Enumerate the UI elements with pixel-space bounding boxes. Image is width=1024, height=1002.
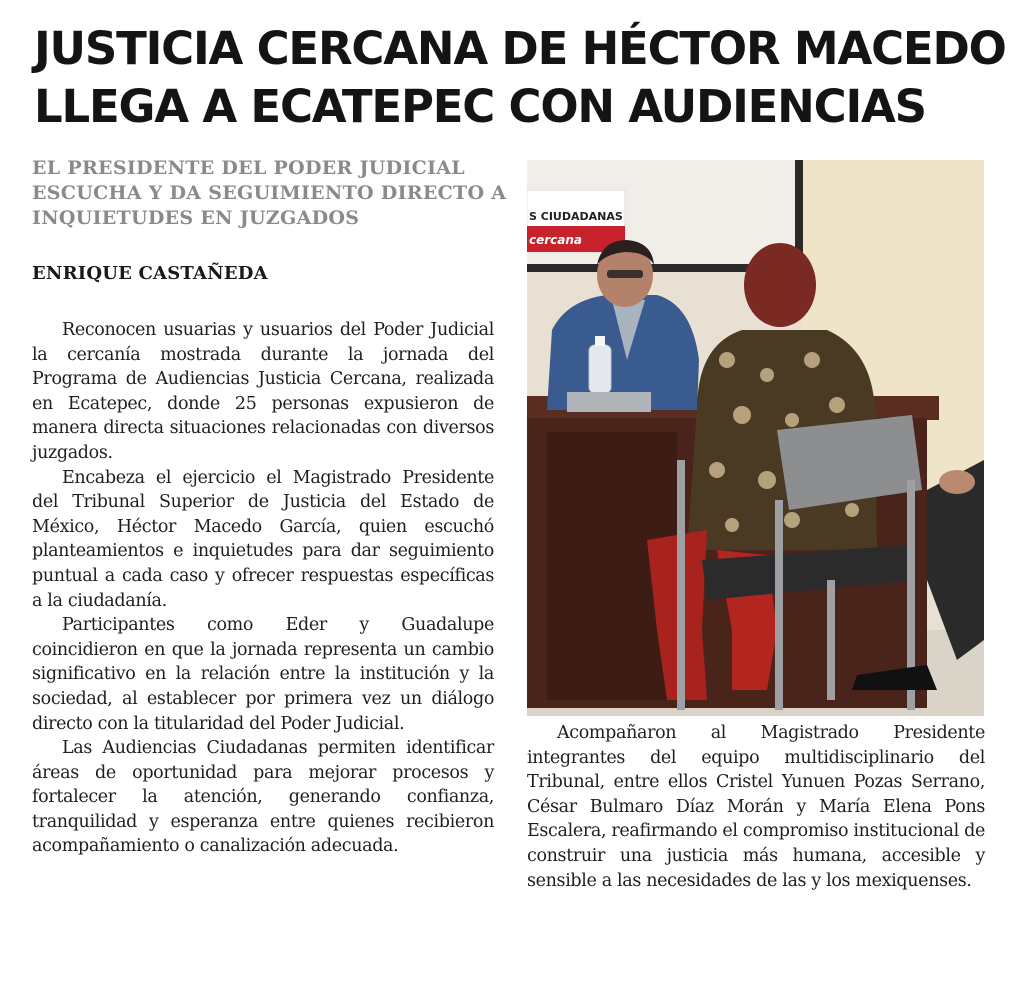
- paragraph: Acompañaron al Magistrado Presidente integrantes del equipo multidisciplinario del Tribunal, entre ellos Cristel Yunuen Pozas Serrano, César Bulmaro Díaz Morán y María Elena Pons Escalera, reafirmando el compromiso institucional de construir una justicia más humana, accesible y sensible a las necesidades de las y los mexiquenses.: [527, 723, 985, 891]
- kicker-line-3: INQUIETUDES EN JUZGADOS: [32, 207, 360, 229]
- headline-line-1: JUSTICIA CERCANA DE HÉCTOR MACEDO: [34, 22, 1006, 75]
- banner-text: cercana: [529, 233, 583, 247]
- paragraph: Encabeza el ejercicio el Magistrado Presidente del Tribunal Superior de Justicia del Estado de México, Héctor Macedo García, quien escuchó planteamientos e inquietudes para dar seguimiento puntual a cada caso y ofrecer respuestas específicas a la ciudadanía.: [32, 467, 494, 611]
- article-photo: [527, 160, 984, 716]
- paragraph: Reconocen usuarias y usuarios del Poder Judicial la cercanía mostrada durante la jornada del Programa de Audiencias Justicia Cercana, realizada en Ecatepec, donde 25 personas expusieron de manera directa situaciones relacionadas con diversos juzgados.: [32, 320, 494, 463]
- headline: [34, 20, 1004, 136]
- banner-text: S CIUDADANAS: [529, 210, 623, 223]
- kicker-line-2: ESCUCHA Y DA SEGUIMIENTO DIRECTO A: [32, 182, 507, 204]
- paragraph: Participantes como Eder y Guadalupe coincidieron en que la jornada representa un cambio significativo en la relación entre la institución y la sociedad, al establecer por primera vez un diálogo directo con la titularidad del Poder Judicial.: [32, 615, 494, 734]
- body-column-left: [32, 318, 494, 859]
- byline: ENRIQUE CASTAÑEDA: [32, 263, 268, 284]
- kicker: [32, 156, 507, 231]
- body-column-right: [527, 721, 985, 893]
- paragraph: Las Audiencias Ciudadanas permiten identificar áreas de oportunidad para mejorar procesos y fortalecer la atención, generando confianza, tranquilidad y esperanza entre quienes recibieron acompañamiento o canalización adecuada.: [32, 738, 494, 857]
- headline-line-2: LLEGA A ECATEPEC CON AUDIENCIAS: [34, 80, 926, 133]
- kicker-line-1: EL PRESIDENTE DEL PODER JUDICIAL: [32, 157, 465, 179]
